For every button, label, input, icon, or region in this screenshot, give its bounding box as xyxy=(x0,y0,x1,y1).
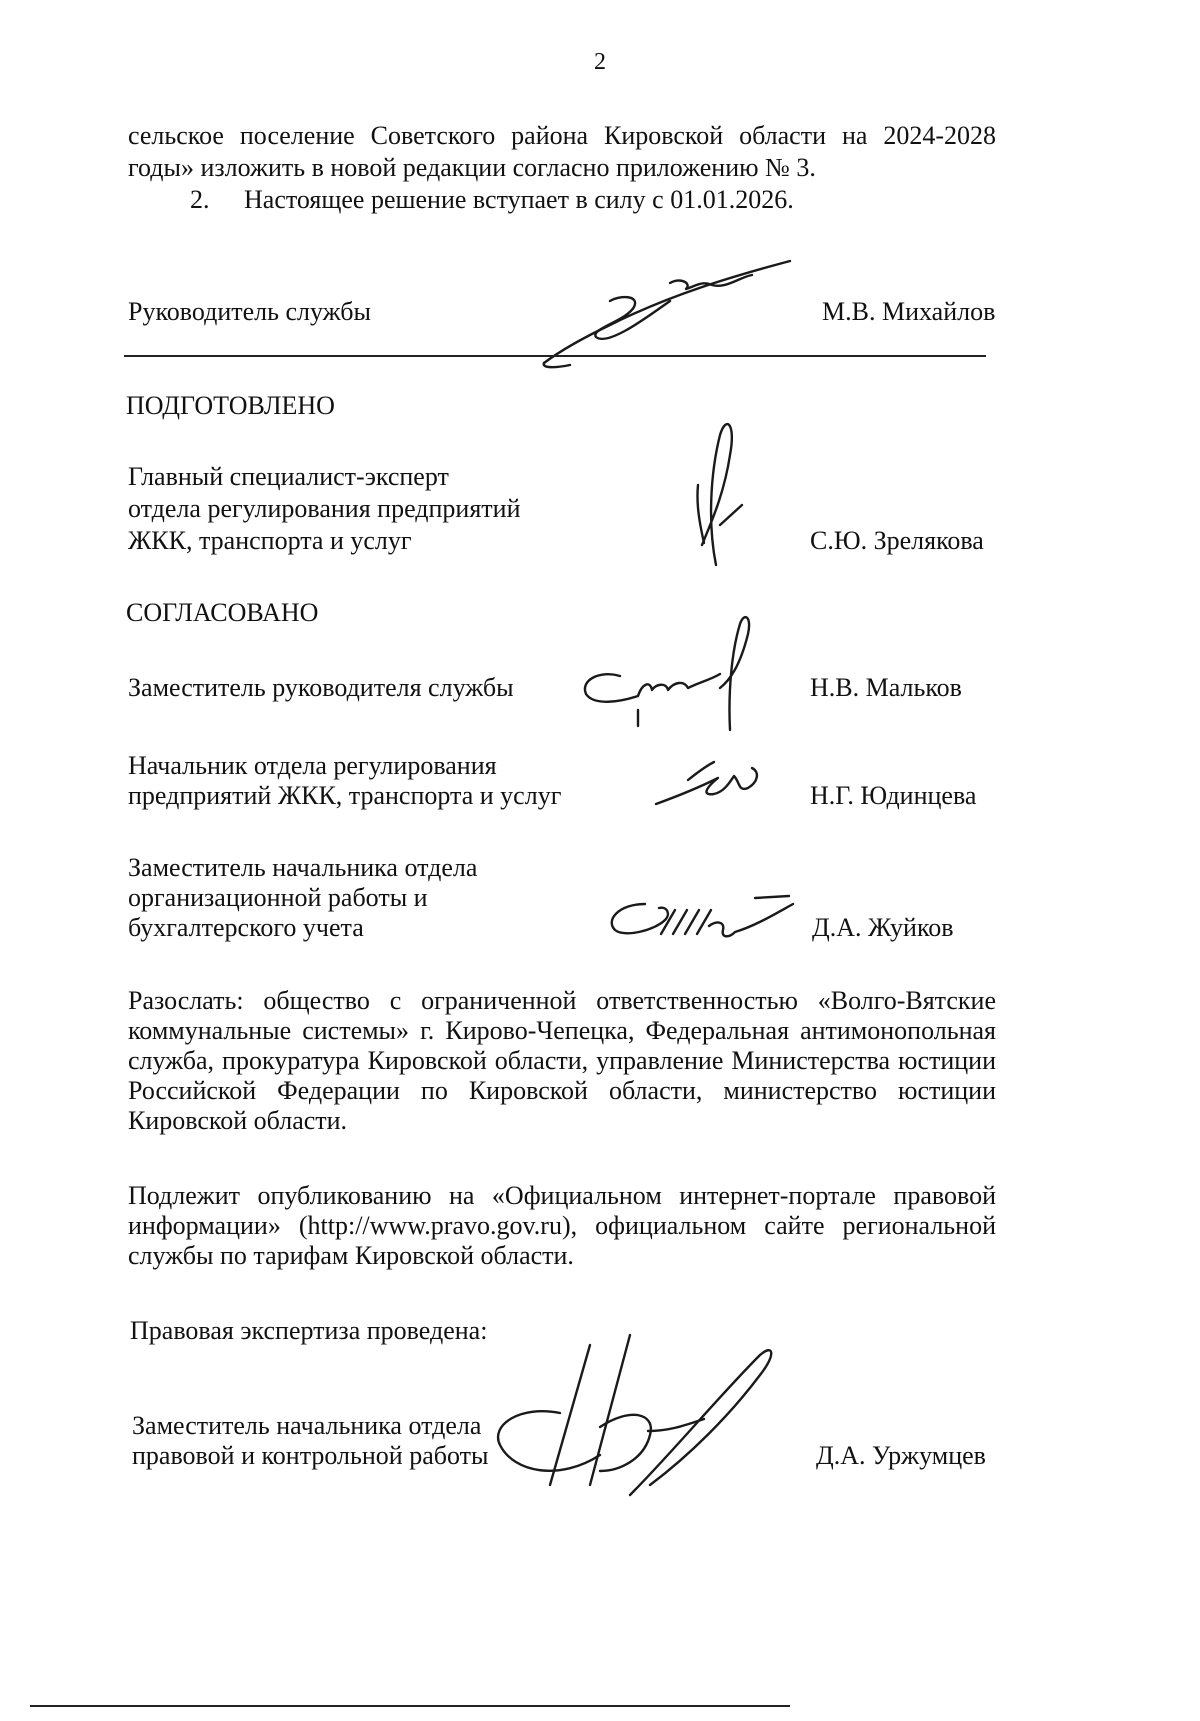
item-2-text: Настоящее решение вступает в силу с 01.01.2026. xyxy=(244,185,794,214)
agreed-heading: СОГЛАСОВАНО xyxy=(126,598,319,627)
prepared-heading: ПОДГОТОВЛЕНО xyxy=(126,391,335,420)
distribution-line-1: Разослать: общество с ограниченной ответственностью «Волго-Вятские xyxy=(128,986,996,1015)
acct-line-1: Заместитель начальника отдела xyxy=(128,853,478,882)
chief-name: Н.Г. Юдинцева xyxy=(810,781,977,810)
intro-line-1: сельское поселение Советского района Кировской области на 2024-2028 xyxy=(128,121,996,150)
page-number: 2 xyxy=(594,49,606,75)
acct-line-2: организационной работы и xyxy=(128,883,428,912)
acct-line-3: бухгалтерского учета xyxy=(128,913,364,942)
distribution-line-2: коммунальные системы» г. Кирово-Чепецка, Федеральная антимонопольная xyxy=(128,1016,996,1045)
chief-signature xyxy=(648,752,768,812)
chief-line-2: предприятий ЖКК, транспорта и услуг xyxy=(128,781,562,810)
head-signature xyxy=(530,255,810,375)
prepared-line-1: Главный специалист-эксперт xyxy=(128,462,449,491)
prepared-name: С.Ю. Зрелякова xyxy=(810,526,984,555)
publication-line-3: службы по тарифам Кировской области. xyxy=(128,1241,574,1270)
distribution-line-3: служба, прокуратура Кировской области, управление Министерства юстиции xyxy=(128,1046,996,1075)
head-name: М.В. Михайлов xyxy=(822,297,996,326)
publication-line-2: информации» (http://www.pravo.gov.ru), официальном сайте региональной xyxy=(128,1211,996,1240)
legal-line-2: правовой и контрольной работы xyxy=(132,1441,489,1470)
publication-line-1: Подлежит опубликованию на «Официальном интернет-портале правовой xyxy=(128,1181,996,1210)
acct-name: Д.А. Жуйков xyxy=(812,913,954,942)
prepared-signature xyxy=(680,415,760,575)
chief-line-1: Начальник отдела регулирования xyxy=(128,751,497,780)
head-title: Руководитель службы xyxy=(128,297,371,326)
legal-name: Д.А. Уржумцев xyxy=(816,1441,986,1470)
intro-line-2: годы» изложить в новой редакции согласно приложению № 3. xyxy=(128,153,816,182)
prepared-line-2: отдела регулирования предприятий xyxy=(128,494,521,523)
distribution-line-4: Российской Федерации по Кировской области, министерство юстиции xyxy=(128,1076,996,1105)
deputy-title: Заместитель руководителя службы xyxy=(128,673,514,702)
deputy-name: Н.В. Мальков xyxy=(810,673,962,702)
prepared-line-3: ЖКК, транспорта и услуг xyxy=(128,526,412,555)
legal-line-1: Заместитель начальника отдела xyxy=(132,1411,482,1440)
deputy-signature xyxy=(580,610,760,740)
legal-heading: Правовая экспертиза проведена: xyxy=(130,1316,488,1345)
item-2-number: 2. xyxy=(190,185,210,214)
footer-rule xyxy=(30,1705,790,1707)
acct-signature xyxy=(605,890,805,950)
legal-signature xyxy=(480,1335,780,1505)
distribution-line-5: Кировской области. xyxy=(128,1106,348,1135)
head-divider xyxy=(124,355,986,357)
